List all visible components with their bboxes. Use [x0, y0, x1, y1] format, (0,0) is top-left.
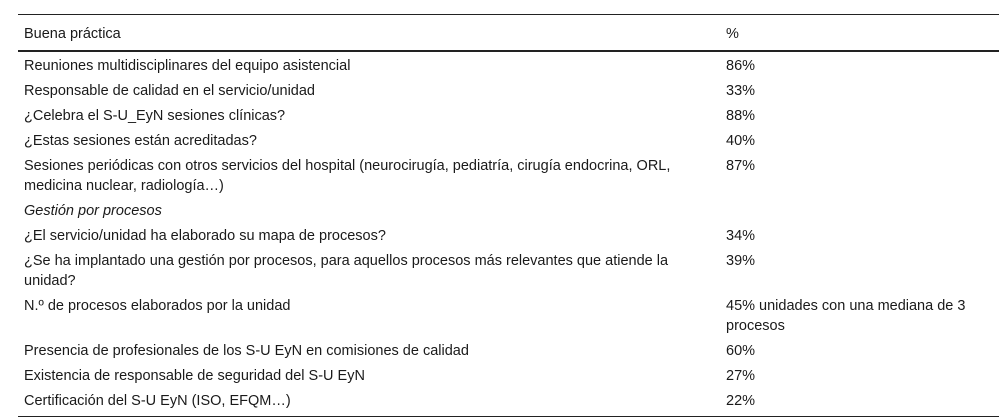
practice-cell: Sesiones periódicas con otros servicios del hospital (neurocirugía, pediatría, cirugía endocrina, ORL, medicina nuclear, radiología…)	[24, 158, 671, 194]
table-header	[18, 15, 999, 52]
header-practice: Buena práctica	[18, 15, 718, 52]
practice-cell: ¿El servicio/unidad ha elaborado su mapa de procesos?	[24, 228, 386, 244]
table-row	[18, 154, 999, 199]
table-row	[18, 224, 999, 249]
practice-cell: Reuniones multidisciplinares del equipo asistencial	[24, 58, 351, 74]
practice-cell: N.º de procesos elaborados por la unidad	[24, 298, 291, 314]
section-heading: Gestión por procesos	[24, 203, 162, 219]
practice-cell: ¿Se ha implantado una gestión por procesos, para aquellos procesos más relevantes que atiende la unidad?	[24, 253, 669, 289]
practice-cell: Existencia de responsable de seguridad del S-U EyN	[24, 368, 365, 384]
percent-cell-empty	[718, 199, 999, 224]
percent-cell: 27%	[726, 368, 756, 384]
percent-cell: 87%	[726, 158, 756, 174]
practice-cell: Certificación del S-U EyN (ISO, EFQM…)	[18, 389, 718, 417]
practice-cell: Presencia de profesionales de los S-U EyN en comisiones de calidad	[24, 343, 469, 359]
table-body	[18, 51, 999, 417]
percent-cell: 22%	[718, 389, 999, 417]
table-row	[18, 79, 999, 104]
header-percent: %	[718, 15, 999, 52]
section-row	[18, 199, 999, 224]
percent-cell: 88%	[726, 108, 756, 124]
header-row	[18, 15, 999, 52]
table-row	[18, 294, 999, 339]
table-row	[18, 104, 999, 129]
practice-cell: ¿Estas sesiones están acreditadas?	[24, 133, 257, 149]
percent-cell: 34%	[726, 228, 756, 244]
table-row	[18, 339, 999, 364]
percent-cell: 40%	[726, 133, 756, 149]
table-row	[18, 51, 999, 79]
percent-cell: 86%	[726, 58, 756, 74]
percent-cell: 39%	[726, 253, 756, 269]
practices-table-container	[18, 14, 999, 417]
table-row	[18, 249, 999, 294]
practices-table	[18, 14, 999, 417]
table-row	[18, 389, 999, 417]
percent-cell: 33%	[726, 83, 756, 99]
percent-cell: 45% unidades con una mediana de 3 procesos	[726, 298, 966, 334]
percent-cell: 60%	[726, 343, 756, 359]
practice-cell: ¿Celebra el S-U_EyN sesiones clínicas?	[24, 108, 286, 124]
practice-cell: Responsable de calidad en el servicio/unidad	[24, 83, 315, 99]
table-row	[18, 364, 999, 389]
table-row	[18, 129, 999, 154]
